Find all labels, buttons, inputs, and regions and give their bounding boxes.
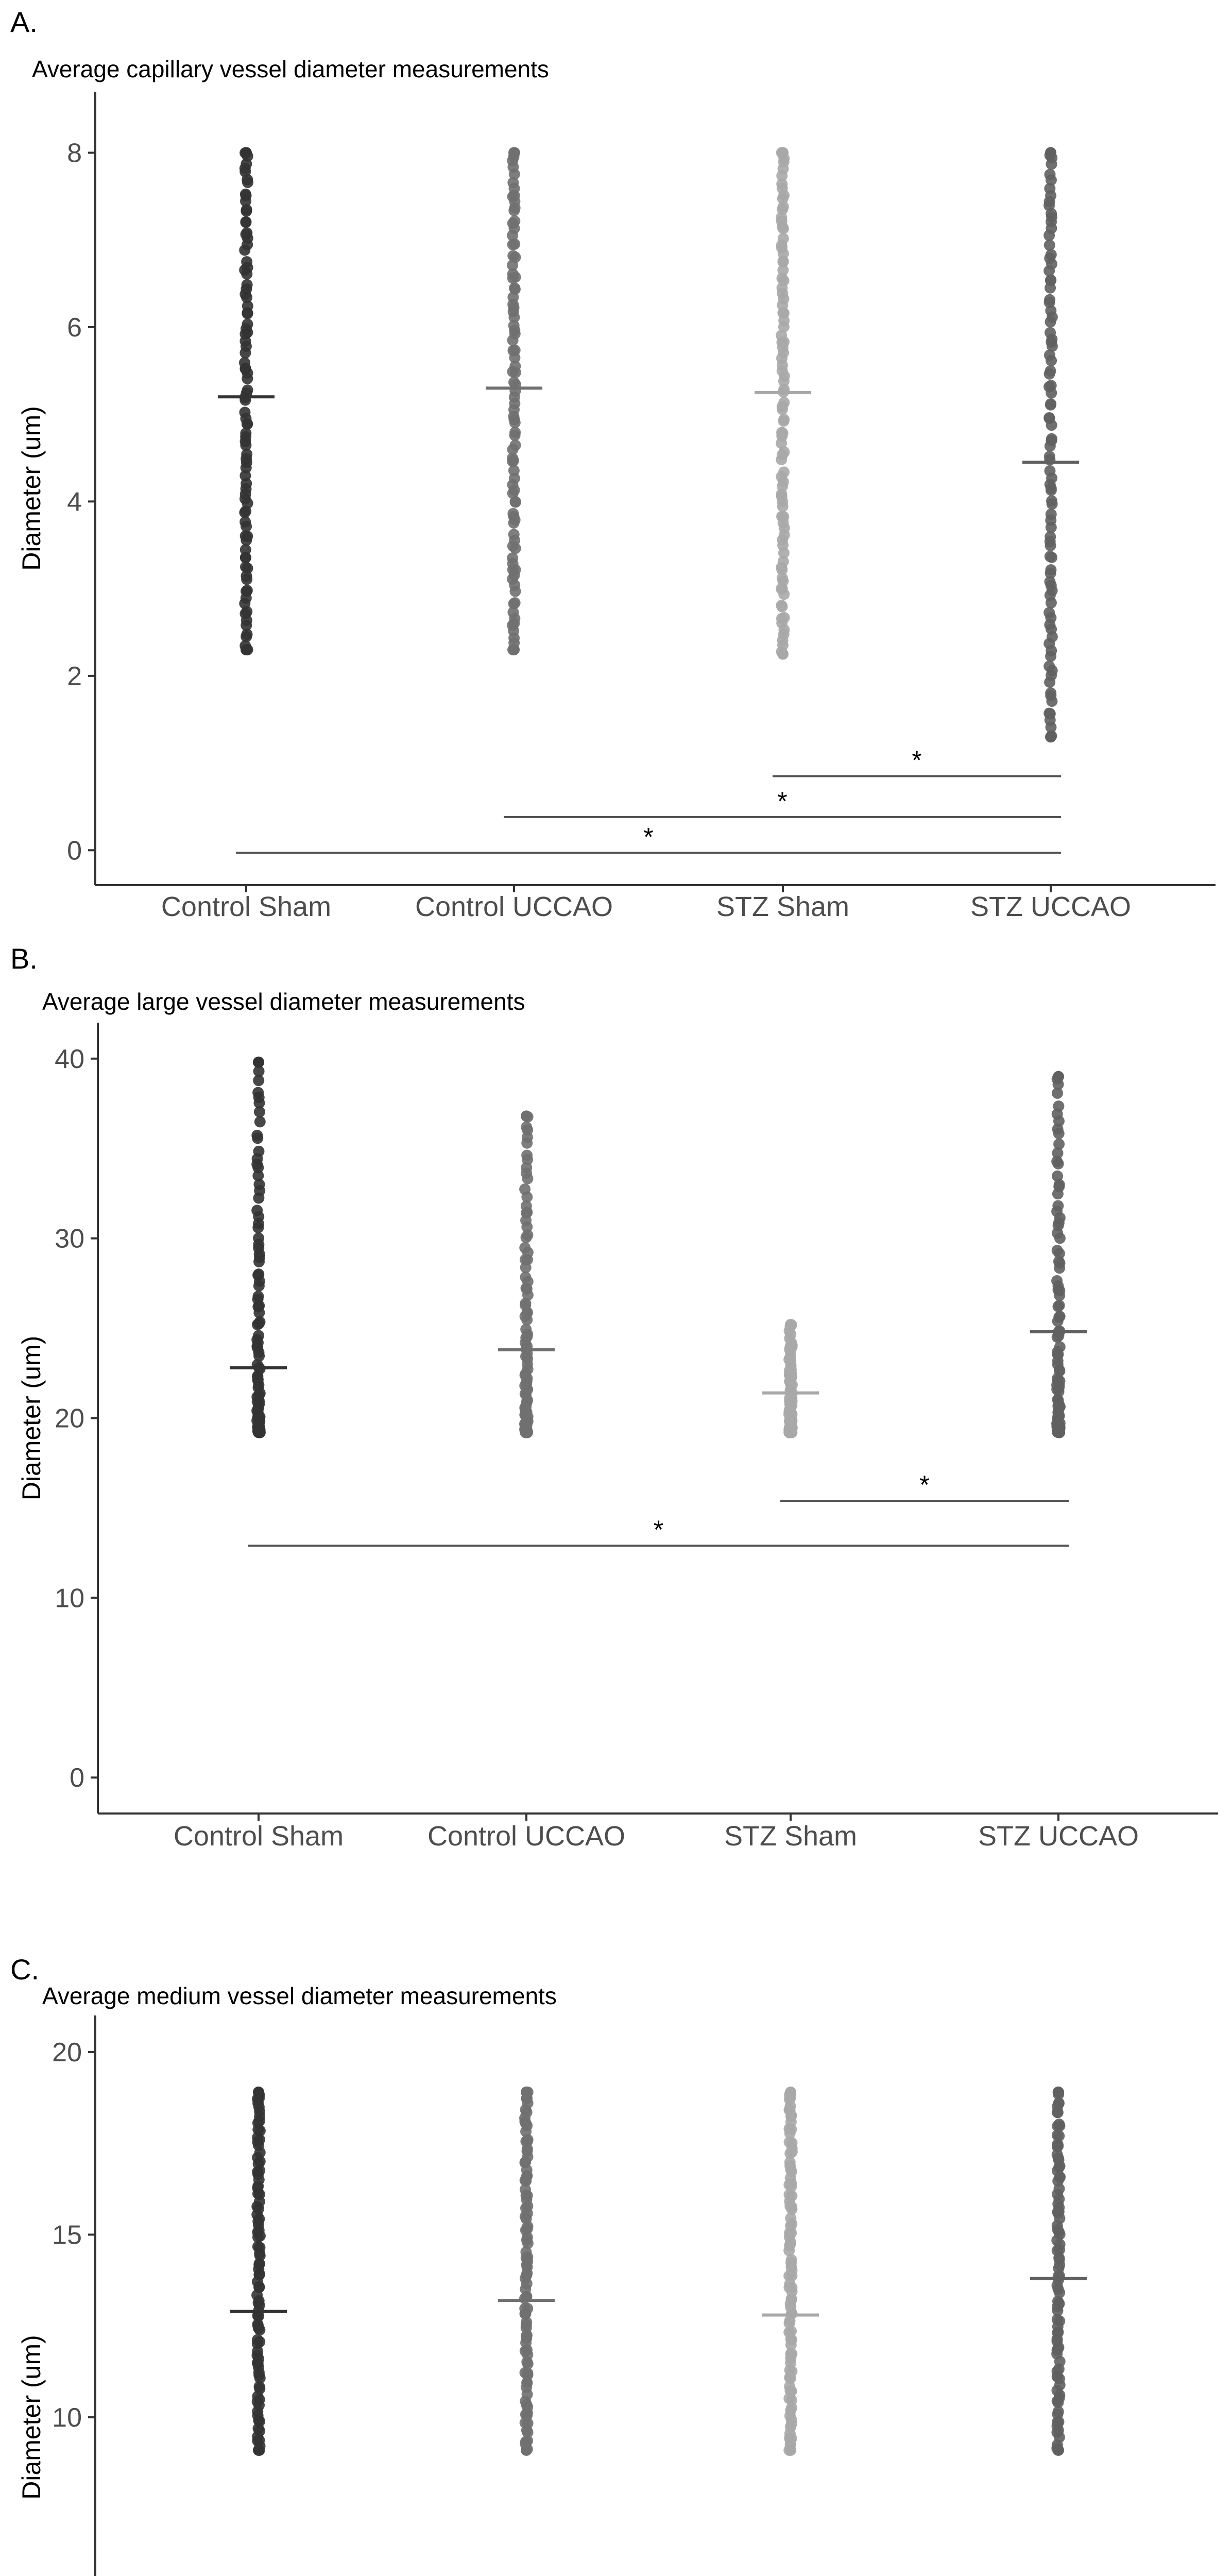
data-point (777, 601, 788, 613)
data-point (1054, 1341, 1066, 1352)
data-point (521, 1427, 532, 1438)
data-point (242, 384, 253, 396)
data-point (1046, 509, 1057, 520)
data-point (1045, 275, 1056, 286)
data-point (1053, 1427, 1064, 1438)
data-point (507, 508, 519, 519)
significance-star: * (912, 745, 922, 775)
data-point (521, 2234, 533, 2246)
data-point (522, 2223, 533, 2234)
data-point (778, 397, 790, 408)
data-point (521, 1149, 533, 1161)
points-stz-sham (783, 2087, 798, 2456)
data-point (1052, 1171, 1063, 1182)
data-point (1053, 1139, 1065, 1150)
data-point (1045, 551, 1056, 562)
data-point (241, 644, 252, 655)
y-axis-label: Diameter (um) (17, 406, 46, 571)
data-point (240, 544, 251, 555)
panel-letter: A. (10, 6, 38, 38)
chart-title: Average medium vessel diameter measurements (42, 1982, 557, 2009)
y-tick-label: 0 (67, 836, 82, 866)
points-control-uccao (519, 2087, 534, 2456)
y-tick-label: 20 (52, 2037, 82, 2067)
data-point (521, 1122, 532, 1133)
data-point (521, 2319, 532, 2331)
data-point (253, 2445, 264, 2456)
data-point (785, 1319, 796, 1330)
data-point (507, 552, 518, 564)
data-point (253, 1330, 264, 1341)
y-tick-label: 10 (52, 2403, 82, 2433)
data-point (1044, 465, 1055, 477)
data-point (240, 216, 251, 228)
data-point (1046, 249, 1057, 260)
data-point (521, 1110, 532, 1122)
data-point (1053, 2445, 1064, 2456)
points-control-sham (251, 2087, 266, 2456)
data-point (253, 2087, 264, 2098)
data-point (1053, 2119, 1065, 2130)
data-point (778, 466, 790, 478)
data-point (252, 2334, 263, 2346)
y-tick-label: 15 (52, 2220, 82, 2250)
data-point (508, 147, 520, 158)
data-point (242, 318, 253, 330)
x-tick-label: Control UCCAO (427, 1821, 626, 1852)
data-point (1044, 294, 1055, 306)
x-tick-label: Control Sham (173, 1821, 344, 1852)
data-point (777, 649, 789, 660)
y-tick-label: 2 (67, 661, 82, 691)
data-point (1045, 398, 1056, 410)
points-stz-uccao (1051, 1071, 1066, 1438)
points-control-uccao (519, 1110, 534, 1438)
y-tick-label: 20 (55, 1403, 84, 1434)
points-stz-sham (783, 1319, 798, 1438)
chart-title: Average large vessel diameter measurements (42, 988, 525, 1015)
data-point (1053, 1071, 1064, 1082)
y-tick-label: 0 (70, 1763, 84, 1793)
data-point (778, 511, 789, 522)
panel-b (10, 942, 1218, 1852)
data-point (1046, 495, 1057, 506)
panel-letter: C. (10, 1953, 39, 1986)
data-point (776, 427, 788, 438)
data-point (253, 1146, 264, 1157)
data-point (1045, 365, 1056, 377)
data-point (778, 233, 789, 244)
x-tick-label: STZ UCCAO (978, 1821, 1139, 1852)
data-point (253, 1427, 264, 1438)
data-point (1046, 433, 1057, 445)
data-point (252, 1269, 264, 1281)
data-point (778, 414, 790, 425)
chart-title: Average capillary vessel diameter measurements (32, 56, 549, 82)
data-point (241, 586, 252, 597)
data-point (1045, 708, 1056, 719)
points-control-sham (239, 147, 253, 655)
data-point (241, 147, 252, 158)
data-point (777, 147, 789, 158)
data-point (520, 1272, 531, 1283)
data-point (254, 1116, 266, 1127)
data-point (509, 597, 521, 608)
points-stz-sham (776, 147, 790, 659)
data-point (1045, 327, 1056, 338)
data-point (508, 377, 520, 388)
data-point (1052, 1245, 1063, 1256)
significance-star: * (919, 1470, 930, 1499)
data-point (507, 250, 519, 262)
x-tick-label: Control UCCAO (415, 891, 613, 922)
data-point (1044, 240, 1055, 251)
points-stz-uccao (1043, 147, 1058, 742)
data-point (1043, 660, 1055, 672)
data-point (521, 2445, 532, 2456)
data-point (508, 529, 520, 540)
data-point (785, 2445, 796, 2456)
data-point (1043, 607, 1055, 618)
data-point (1045, 687, 1056, 699)
significance-star: * (643, 822, 654, 852)
data-point (1052, 1200, 1064, 1211)
data-point (519, 1242, 531, 1253)
data-point (1051, 1275, 1063, 1286)
y-tick-label: 4 (67, 487, 82, 517)
data-point (510, 439, 521, 451)
points-control-uccao (507, 147, 521, 655)
x-tick-label: STZ Sham (716, 891, 850, 922)
data-point (519, 2303, 531, 2314)
data-point (779, 612, 790, 623)
data-point (1053, 2087, 1064, 2098)
y-tick-label: 8 (67, 138, 82, 168)
y-tick-label: 10 (55, 1583, 84, 1614)
data-point (252, 1087, 264, 1098)
panel-c (10, 1953, 1216, 2576)
points-stz-uccao (1051, 2087, 1066, 2456)
data-point (239, 357, 250, 368)
data-point (509, 215, 520, 227)
data-point (1044, 451, 1055, 462)
data-point (241, 227, 252, 239)
data-point (1045, 731, 1056, 742)
data-point (253, 1232, 264, 1244)
y-axis-label: Diameter (um) (17, 1335, 46, 1501)
data-point (1053, 1100, 1064, 1112)
data-point (509, 282, 520, 294)
data-point (521, 2087, 532, 2098)
data-point (253, 1057, 264, 1068)
data-point (1045, 147, 1056, 158)
data-point (239, 406, 250, 418)
data-point (507, 345, 519, 356)
x-tick-label: Control Sham (161, 891, 332, 922)
data-point (1044, 169, 1055, 180)
data-point (1043, 412, 1055, 423)
data-point (254, 2383, 265, 2395)
data-point (241, 256, 252, 267)
data-point (240, 189, 251, 200)
data-point (785, 1427, 796, 1438)
panel-a (10, 6, 1216, 922)
data-point (519, 1183, 531, 1195)
data-point (785, 2087, 796, 2098)
significance-star: * (777, 787, 788, 816)
data-point (1045, 564, 1056, 575)
y-axis-label: Diameter (um) (17, 2335, 46, 2500)
x-tick-label: STZ UCCAO (970, 891, 1132, 922)
data-point (251, 1130, 263, 1141)
data-point (251, 1205, 263, 1216)
y-tick-label: 6 (67, 312, 82, 343)
y-tick-label: 40 (55, 1044, 84, 1074)
y-tick-label: 30 (55, 1224, 84, 1254)
data-point (242, 279, 253, 291)
panel-letter: B. (10, 942, 38, 975)
data-point (252, 1291, 264, 1302)
data-point (508, 644, 520, 655)
data-point (1053, 1311, 1065, 1323)
significance-star: * (653, 1515, 664, 1545)
data-point (1046, 380, 1057, 391)
x-tick-label: STZ Sham (724, 1821, 858, 1852)
data-point (509, 427, 521, 438)
points-control-sham (251, 1057, 266, 1438)
data-point (1054, 1300, 1065, 1311)
